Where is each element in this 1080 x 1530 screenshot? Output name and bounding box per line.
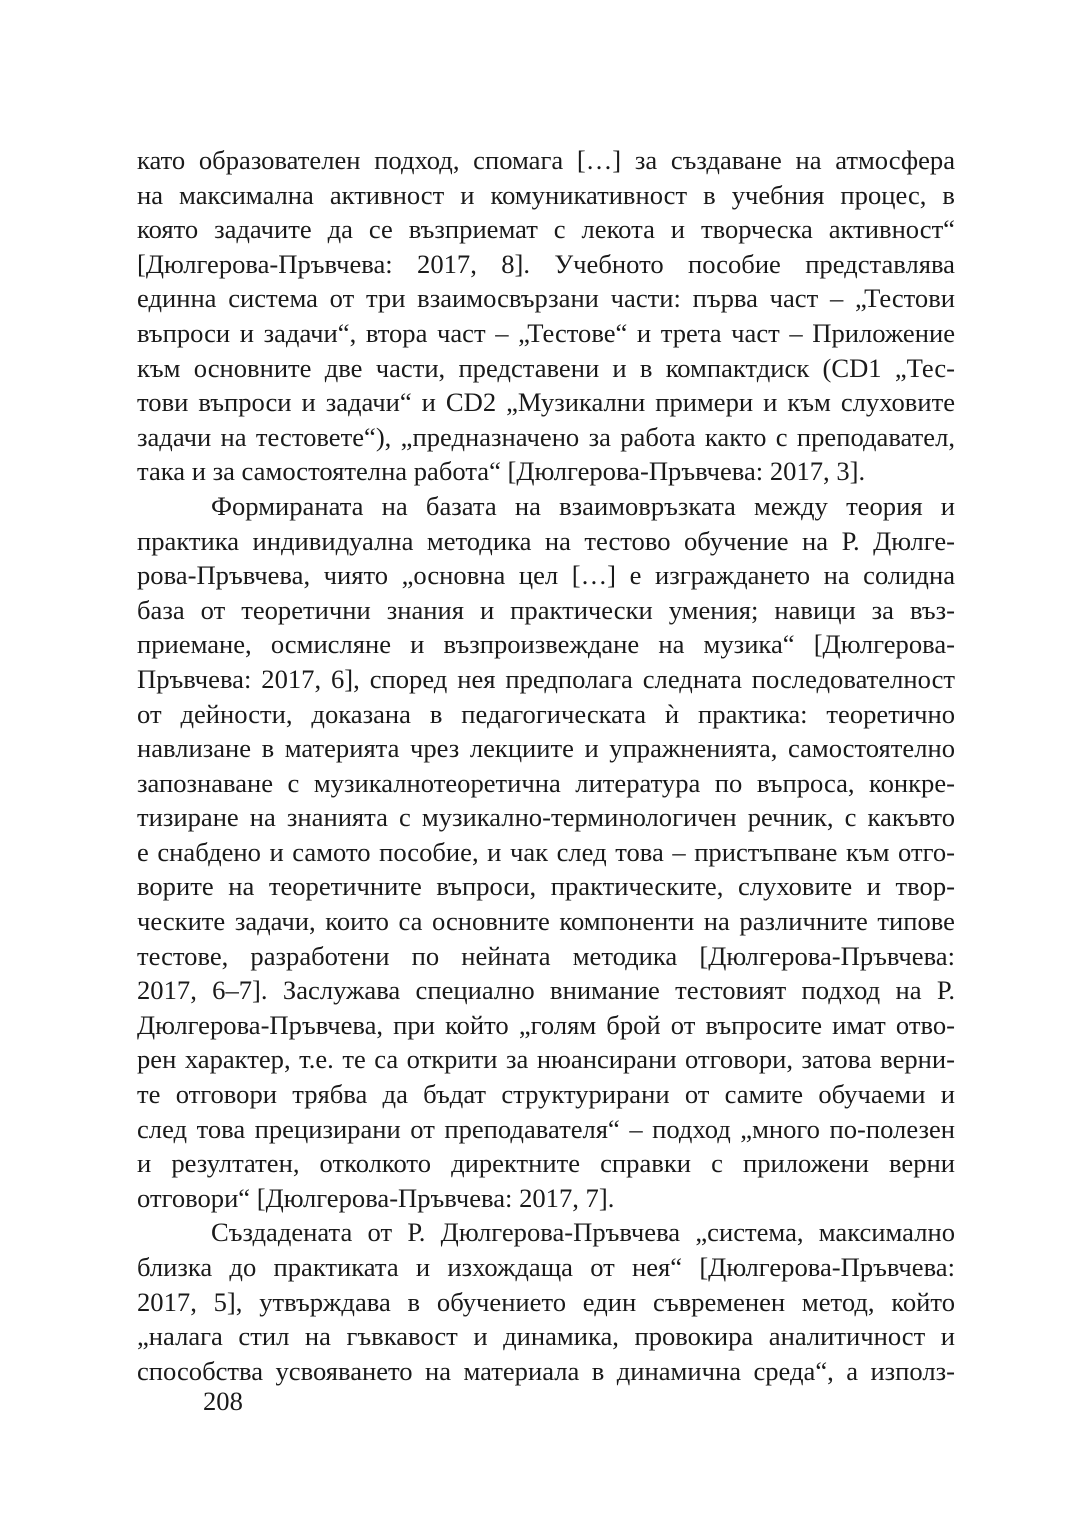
text-line: „налага стил на гъвкавост и динамика, провокира аналитичност и xyxy=(137,1321,955,1352)
text-line: след това прецизирани от преподавателя“ – подход „много по-полезен xyxy=(137,1113,955,1144)
text-line: рова-Пръвчева, чиято „основна цел […] е изграждането на солидна xyxy=(137,560,955,591)
text-line: като образователен подход, спомага […] за създаване на атмосфера xyxy=(137,145,955,175)
text-line: база от теоретични знания и практически умения; навици за въз- xyxy=(137,594,955,625)
text-line: от дейности, доказана в педагогическата ѝ практика: теоретично xyxy=(137,698,955,729)
text-line: ворите на теоретичните въпроси, практическите, слуховите и твор- xyxy=(137,871,955,902)
text-line: приемане, осмисляне и възпроизвеждане на музика“ [Дюлгерова- xyxy=(137,629,955,660)
text-line: близка до практиката и изхождаща от нея“ [Дюлгерова-Пръвчева: xyxy=(137,1252,955,1282)
text-line: така и за самостоятелна работа“ [Дюлгерова-Пръвчева: 2017, 3]. xyxy=(137,456,866,487)
text-line: и резултатен, отколкото директните справки с приложени верни xyxy=(137,1148,955,1179)
text-line: запознаване с музикалнотеоретична литература по въпроса, конкре- xyxy=(137,767,955,798)
text-line: Създадената от Р. Дюлгерова-Пръвчева „система, максимално xyxy=(211,1217,955,1248)
page-body xyxy=(137,143,955,1388)
text-line: Пръвчева: 2017, 6], според нея предполага следната последователност xyxy=(137,663,955,694)
text-line: [Дюлгерова-Пръвчева: 2017, 8]. Учебното пособие представлява xyxy=(137,248,955,279)
page-number: 208 xyxy=(203,1386,243,1416)
text-line: тови въпроси и задачи“ и CD2 „Музикални примери и към слуховите xyxy=(137,387,955,418)
text-line: която задачите да се възприемат с лекота и творческа активност“ xyxy=(137,214,955,245)
text-line: задачи на тестовете“), „предназначено за работа както с преподавател, xyxy=(137,421,955,452)
text-line: единна система от три взаимосвързани части: първа част – „Тестови xyxy=(137,283,955,314)
text-line: тестове, разработени по нейната методика [Дюлгерова-Пръвчева: xyxy=(137,940,955,971)
text-line: тизиране на знанията с музикално-терминологичен речник, с какъвто xyxy=(137,802,955,833)
text-line: 2017, 6–7]. Заслужава специално внимание тестовият подход на Р. xyxy=(137,975,955,1006)
text-line: навлизане в материята чрез лекциите и упражненията, самостоятелно xyxy=(137,733,955,764)
text-line: отговори“ [Дюлгерова-Пръвчева: 2017, 7]. xyxy=(137,1182,615,1213)
text-line: към основните две части, представени и в компактдиск (CD1 „Тес- xyxy=(137,352,955,383)
text-line: способства усвояването на материала в динамична среда“, а използ- xyxy=(137,1355,955,1386)
text-line: ческите задачи, които са основните компоненти на различните типове xyxy=(137,906,955,937)
text-line: е снабдено и самото пособие, и чак след това – пристъпване към отго- xyxy=(137,836,955,867)
text-line: те отговори трябва да бъдат структурирани от самите обучаеми и xyxy=(137,1079,955,1110)
text-line: въпроси и задачи“, втора част – „Тестове“ и трета част – Приложение xyxy=(137,317,955,348)
text-line: Дюлгерова-Пръвчева, при който „голям брой от въпросите имат отво- xyxy=(137,1009,955,1040)
text-line: практика индивидуална методика на тестово обучение на Р. Дюлге- xyxy=(137,525,955,556)
text-line: Формираната на базата на взаимовръзката между теория и xyxy=(211,490,955,521)
text-line: рен характер, т.е. те са открити за нюансирани отговори, затова верни- xyxy=(137,1044,955,1075)
text-line: 2017, 5], утвърждава в обучението един съвременен метод, който xyxy=(137,1286,955,1317)
text-line: на максимална активност и комуникативност в учебния процес, в xyxy=(137,179,955,210)
